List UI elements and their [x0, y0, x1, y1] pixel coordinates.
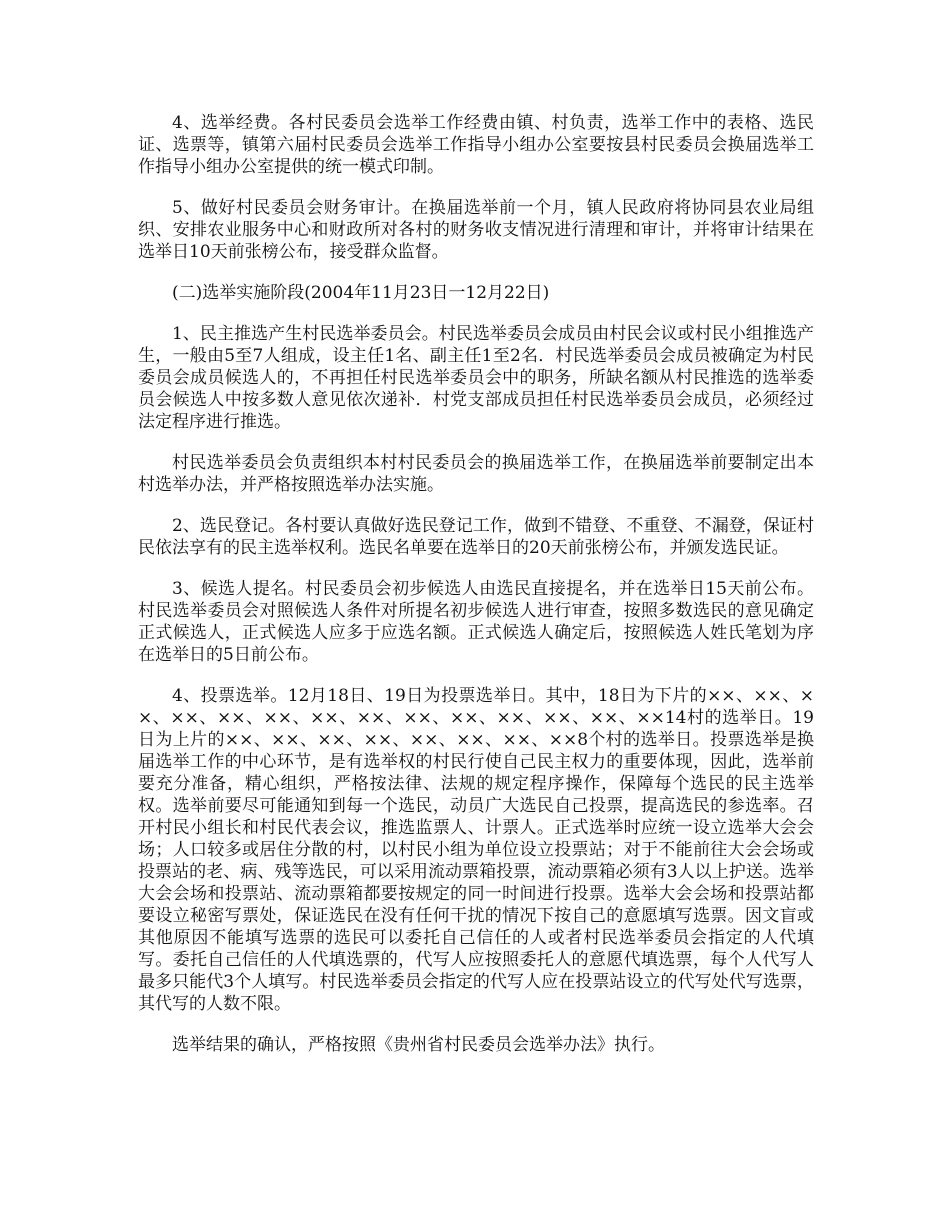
paragraph-voting: 4、投票选举。12月18日、19日为投票选举日。其中，18日为下片的××、××、××、××、××、××、××、××、××、××、××、××、××、××14村的选举日。19日为上片的××、××、××、××、××、××、××、××8个村的选举日。投票选举是换届选举工作的中心环节，是有选举权的村民行使自己民主权力的重要体现，因此，选举前要充分准备，精心组织，严格按法律、法规的规定程序操作，保障每个选民的民主选举权。选举前要尽可能通知到每一个选民，动员广大选民自己投票，提高选民的参选率。召开村民小组长和村民代表会议，推选监票人、计票人。正式选举时应统一设立选举大会会场；人口较多或居住分散的村，以村民小组为单位设立投票站；对于不能前往大会会场或投票站的老、病、残等选民，可以采用流动票箱投票，流动票箱必须有3人以上护送。选举大会会场和投票站、流动票箱都要按规定的同一时间进行投票。选举大会会场和投票站都要设立秘密写票处，保证选民在没有任何干扰的情况下按自己的意愿填写选票。因文盲或其他原因不能填写选票的选民可以委托自己信任的人或者村民选举委员会指定的人代填写。委托自己信任的人代填选票的，代写人应按照委托人的意愿代填选票，每个人代写人最多只能代3个人填写。村民选举委员会指定的代写人应在投票站设立的代写处代写选票，其代写的人数不限。	[138, 686, 814, 1014]
document-page	[138, 112, 814, 1075]
paragraph-election-committee: 1、民主推选产生村民选举委员会。村民选举委员会成员由村民会议或村民小组推选产生，一般由5至7人组成，设主任1名、副主任1至2名．村民选举委员会成员被确定为村民委员会成员候选人的，不再担任村民选举委员会中的职务，所缺名额从村民推选的选举委员会候选人中按多数人意见依次递补．村党支部成员担任村民选举委员会成员，必须经过法定程序进行推选。	[138, 324, 814, 432]
paragraph-result-confirmation: 选举结果的确认，严格按照《贵州省村民委员会选举办法》执行。	[172, 1035, 665, 1055]
paragraph-financial-audit: 5、做好村民委员会财务审计。在换届选举前一个月，镇人民政府将协同县农业局组织、安排农业服务中心和财政所对各村的财务收支情况进行清理和审计，并将审计结果在选举日10天前张榜公布，接受群众监督。	[138, 198, 814, 262]
section-heading-election-implementation: (二)选举实施阶段(2004年11月23日一12月22日)	[172, 283, 550, 303]
paragraph-committee-duties: 村民选举委员会负责组织本村村民委员会的换届选举工作，在换届选举前要制定出本村选举办法，并严格按照选举办法实施。	[138, 453, 814, 495]
paragraph-election-funding: 4、选举经费。各村民委员会选举工作经费由镇、村负责，选举工作中的表格、选民证、选票等，镇第六届村民委员会选举工作指导小组办公室要按县村民委员会换届选举工作指导小组办公室提供的统一模式印制。	[138, 113, 814, 177]
paragraph-voter-registration: 2、选民登记。各村要认真做好选民登记工作，做到不错登、不重登、不漏登，保证村民依法享有的民主选举权利。选民名单要在选举日的20天前张榜公布，并颁发选民证。	[138, 516, 814, 558]
paragraph-candidate-nomination: 3、候选人提名。村民委员会初步候选人由选民直接提名，并在选举日15天前公布。村民选举委员会对照候选人条件对所提名初步候选人进行审查，按照多数选民的意见确定正式候选人，正式候选人应多于应选名额。正式候选人确定后，按照候选人姓氏笔划为序在选举日的5日前公布。	[138, 579, 814, 665]
